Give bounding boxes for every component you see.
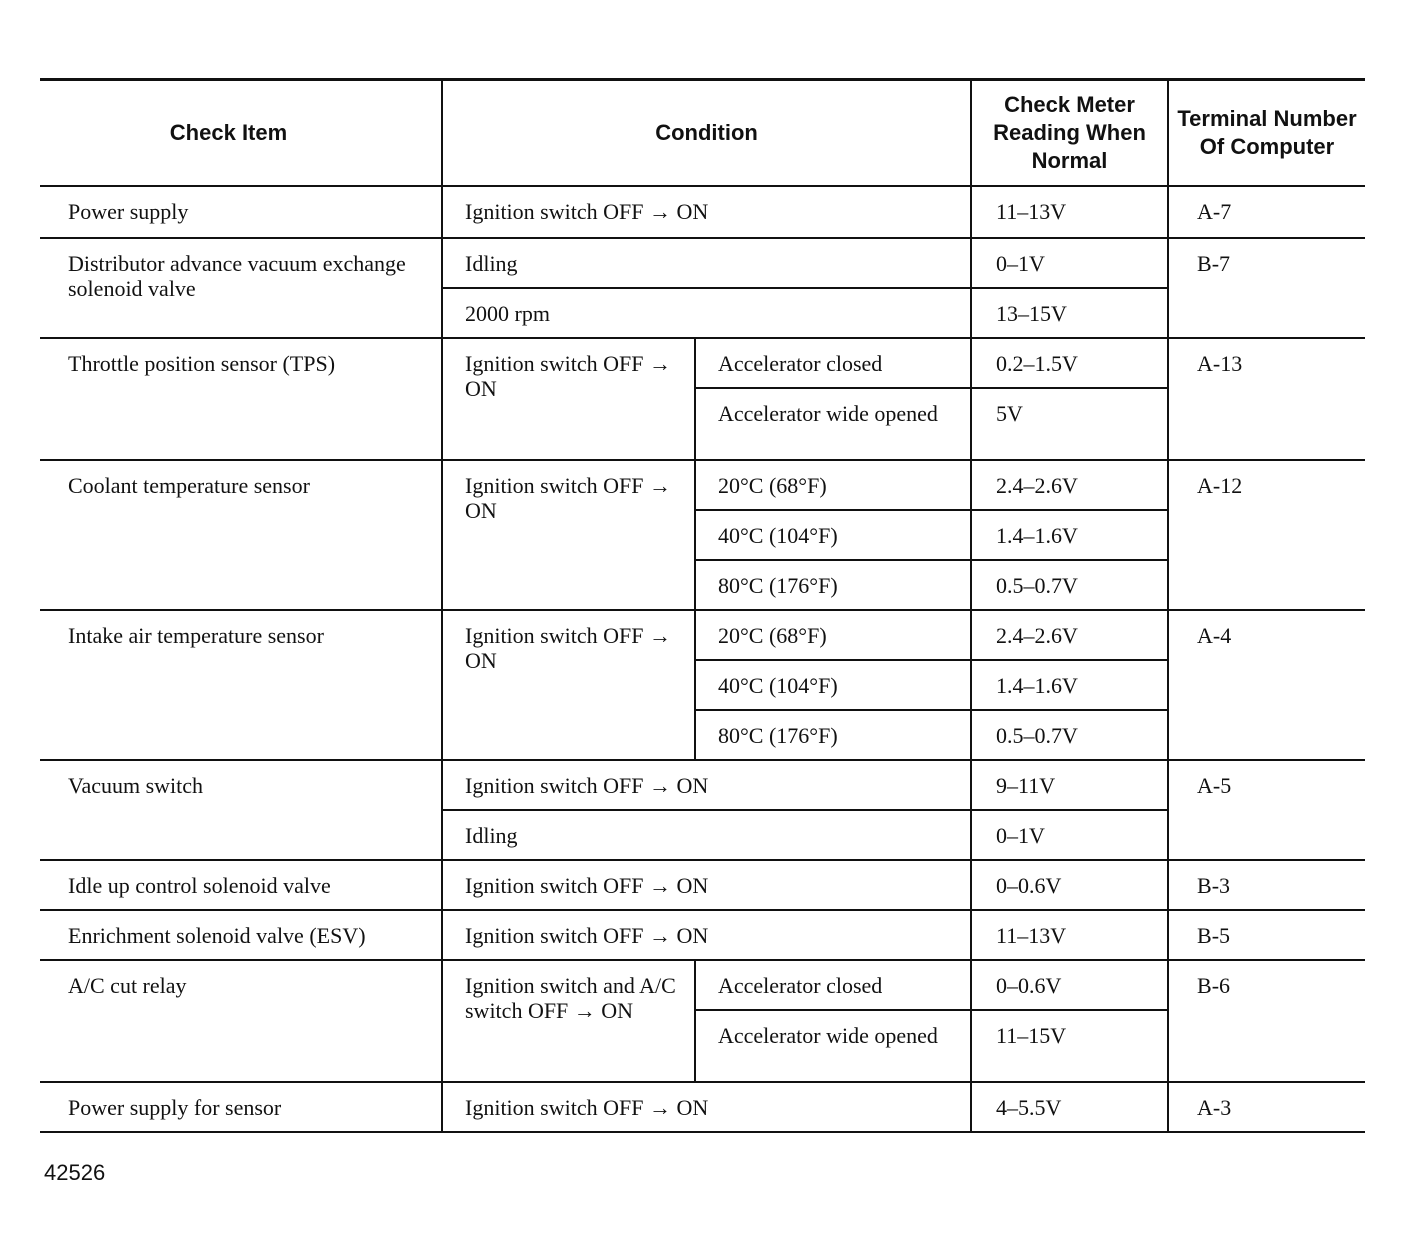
reading-cell: 0–0.6V	[971, 960, 1168, 1010]
check-item-cell: Idle up control solenoid valve	[40, 860, 442, 910]
sub-condition-cell: 20°C (68°F)	[695, 610, 971, 660]
check-item-cell: Distributor advance vacuum exchange solenoid valve	[40, 238, 442, 338]
sub-condition-cell: 40°C (104°F)	[695, 660, 971, 710]
table-row	[40, 960, 1365, 1010]
check-item-cell: Coolant temperature sensor	[40, 460, 442, 610]
reading-cell: 11–13V	[971, 186, 1168, 238]
table-row	[40, 186, 1365, 238]
reading-cell: 0–1V	[971, 238, 1168, 288]
sub-condition-cell: 40°C (104°F)	[695, 510, 971, 560]
sub-condition-cell: Accelerator closed	[695, 960, 971, 1010]
reading-cell: 0–0.6V	[971, 860, 1168, 910]
condition-cell: Ignition switch OFF → ON	[442, 760, 971, 810]
reading-cell: 13–15V	[971, 288, 1168, 338]
table-row	[40, 860, 1365, 910]
condition-cell: Ignition switch OFF → ON	[442, 610, 695, 760]
sub-condition-cell: Accelerator wide opened	[695, 1010, 971, 1082]
condition-cell: Ignition switch and A/C switch OFF → ON	[442, 960, 695, 1082]
check-item-cell: Throttle position sensor (TPS)	[40, 338, 442, 460]
terminal-cell: A-3	[1168, 1082, 1365, 1132]
condition-cell: Ignition switch OFF → ON	[442, 460, 695, 610]
terminal-cell: A-7	[1168, 186, 1365, 238]
terminal-cell: A-4	[1168, 610, 1365, 760]
reading-cell: 0.5–0.7V	[971, 710, 1168, 760]
reading-cell: 2.4–2.6V	[971, 460, 1168, 510]
sub-condition-cell: 20°C (68°F)	[695, 460, 971, 510]
table-row	[40, 338, 1365, 388]
reading-cell: 1.4–1.6V	[971, 510, 1168, 560]
sub-condition-cell: Accelerator wide opened	[695, 388, 971, 460]
table-row	[40, 910, 1365, 960]
sub-condition-cell: 80°C (176°F)	[695, 710, 971, 760]
sub-condition-cell: Accelerator closed	[695, 338, 971, 388]
reading-cell: 2.4–2.6V	[971, 610, 1168, 660]
header-check-item: Check Item	[40, 80, 442, 187]
table-row	[40, 460, 1365, 510]
terminal-cell: A-5	[1168, 760, 1365, 860]
table-row	[40, 238, 1365, 288]
reading-cell: 0.5–0.7V	[971, 560, 1168, 610]
terminal-cell: A-13	[1168, 338, 1365, 460]
reading-cell: 5V	[971, 388, 1168, 460]
terminal-cell: B-3	[1168, 860, 1365, 910]
condition-cell: Ignition switch OFF → ON	[442, 860, 971, 910]
reading-cell: 1.4–1.6V	[971, 660, 1168, 710]
reading-cell: 9–11V	[971, 760, 1168, 810]
condition-cell: Idling	[442, 810, 971, 860]
reading-cell: 11–13V	[971, 910, 1168, 960]
check-item-cell: Enrichment solenoid valve (ESV)	[40, 910, 442, 960]
terminal-cell: A-12	[1168, 460, 1365, 610]
terminal-cell: B-7	[1168, 238, 1365, 338]
terminal-cell: B-5	[1168, 910, 1365, 960]
condition-cell: Idling	[442, 238, 971, 288]
condition-cell: Ignition switch OFF → ON	[442, 910, 971, 960]
header-terminal: Terminal Number Of Computer	[1168, 80, 1365, 187]
check-table	[40, 78, 1365, 1133]
sub-condition-cell: 80°C (176°F)	[695, 560, 971, 610]
table-row	[40, 610, 1365, 660]
header-condition: Condition	[442, 80, 971, 187]
reading-cell: 11–15V	[971, 1010, 1168, 1082]
check-item-cell: Power supply	[40, 186, 442, 238]
reading-cell: 0–1V	[971, 810, 1168, 860]
condition-cell: Ignition switch OFF → ON	[442, 186, 971, 238]
terminal-cell: B-6	[1168, 960, 1365, 1082]
table-row	[40, 1082, 1365, 1132]
check-item-cell: Intake air temperature sensor	[40, 610, 442, 760]
condition-cell: 2000 rpm	[442, 288, 971, 338]
header-row	[40, 80, 1365, 187]
table-row	[40, 760, 1365, 810]
check-item-cell: Vacuum switch	[40, 760, 442, 860]
reading-cell: 4–5.5V	[971, 1082, 1168, 1132]
reading-cell: 0.2–1.5V	[971, 338, 1168, 388]
check-item-cell: A/C cut relay	[40, 960, 442, 1082]
condition-cell: Ignition switch OFF → ON	[442, 1082, 971, 1132]
header-reading: Check Meter Reading When Normal	[971, 80, 1168, 187]
condition-cell: Ignition switch OFF → ON	[442, 338, 695, 460]
check-item-cell: Power supply for sensor	[40, 1082, 442, 1132]
figure-number: 42526	[44, 1160, 106, 1185]
